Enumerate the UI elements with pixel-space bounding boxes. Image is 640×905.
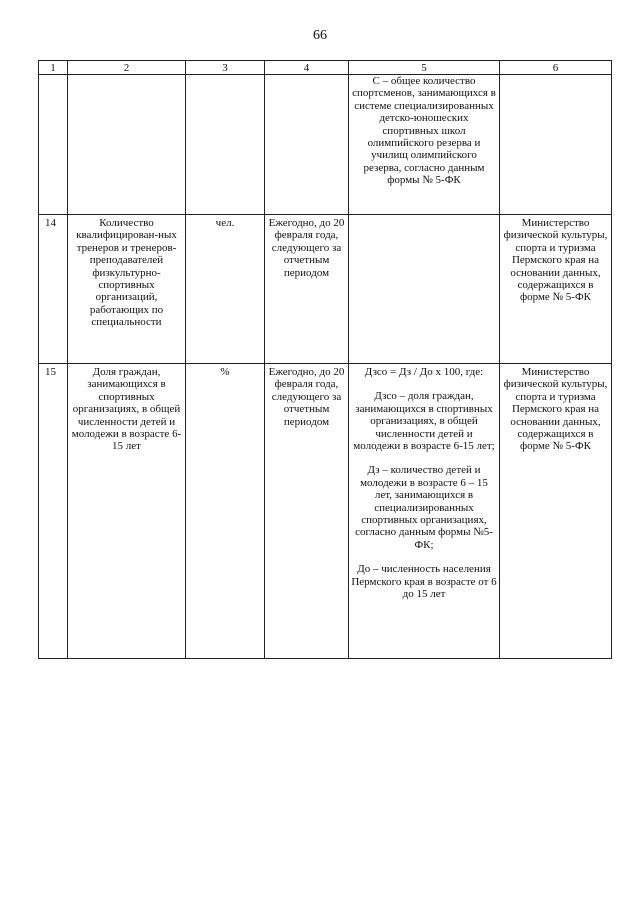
frequency-cell — [265, 75, 349, 215]
table-header-row — [39, 61, 612, 75]
table-row — [39, 75, 612, 215]
header-cell: 6 — [500, 61, 612, 75]
header-cell: 1 — [39, 61, 68, 75]
unit-cell: % — [186, 364, 265, 659]
table-row — [39, 364, 612, 659]
source-cell — [500, 75, 612, 215]
table-row — [39, 215, 612, 364]
unit-cell: чел. — [186, 215, 265, 364]
formula-cell — [349, 215, 500, 364]
header-cell: 4 — [265, 61, 349, 75]
formula-text: Дзсо = Дз / До х 100, где: — [364, 366, 484, 378]
row-number-cell: 14 — [39, 215, 68, 364]
indicator-name-cell: Количество квалифицирован-ных тренеров и тренеров-преподавателей физкультурно-спортивных организаций, работающих по специальности — [68, 215, 186, 364]
frequency-cell: Ежегодно, до 20 февраля года, следующего за отчетным периодом — [265, 364, 349, 659]
formula-definition: До – численность населения Пермского края в возрасте от 6 до 15 лет — [351, 563, 497, 601]
formula-definition: Дз – количество детей и молодежи в возрасте 6 – 15 лет, занимающихся в специализированных спортивных организациях, согласно данным формы №5-ФК; — [355, 464, 493, 551]
row-number-cell — [39, 75, 68, 215]
indicator-name-cell: Доля граждан, занимающихся в спортивных организациях, в общей численности детей и молодежи в возрасте 6-15 лет — [68, 364, 186, 659]
formula-definition: Дзсо – доля граждан, занимающихся в спортивных организациях, в общей численности детей и молодежи в возрасте 6-15 лет; — [353, 390, 495, 453]
source-cell: Министерство физической культуры, спорта и туризма Пермского края на основании данных, содержащихся в форме № 5-ФК — [500, 215, 612, 364]
header-cell: 2 — [68, 61, 186, 75]
source-cell: Министерство физической культуры, спорта и туризма Пермского края на основании данных, содержащихся в форме № 5-ФК — [500, 364, 612, 659]
indicator-name-cell — [68, 75, 186, 215]
frequency-cell: Ежегодно, до 20 февраля года, следующего за отчетным периодом — [265, 215, 349, 364]
indicators-table — [38, 60, 612, 659]
row-number-cell: 15 — [39, 364, 68, 659]
header-cell: 5 — [349, 61, 500, 75]
page-number: 66 — [313, 28, 327, 43]
unit-cell — [186, 75, 265, 215]
formula-cell — [349, 364, 500, 659]
header-cell: 3 — [186, 61, 265, 75]
formula-cell: С – общее количество спортсменов, занимающихся в системе специализированных детско-юношеских спортивных школ олимпийского резерва и училищ олимпийского резерва, согласно данным формы № 5-ФК — [349, 75, 500, 215]
